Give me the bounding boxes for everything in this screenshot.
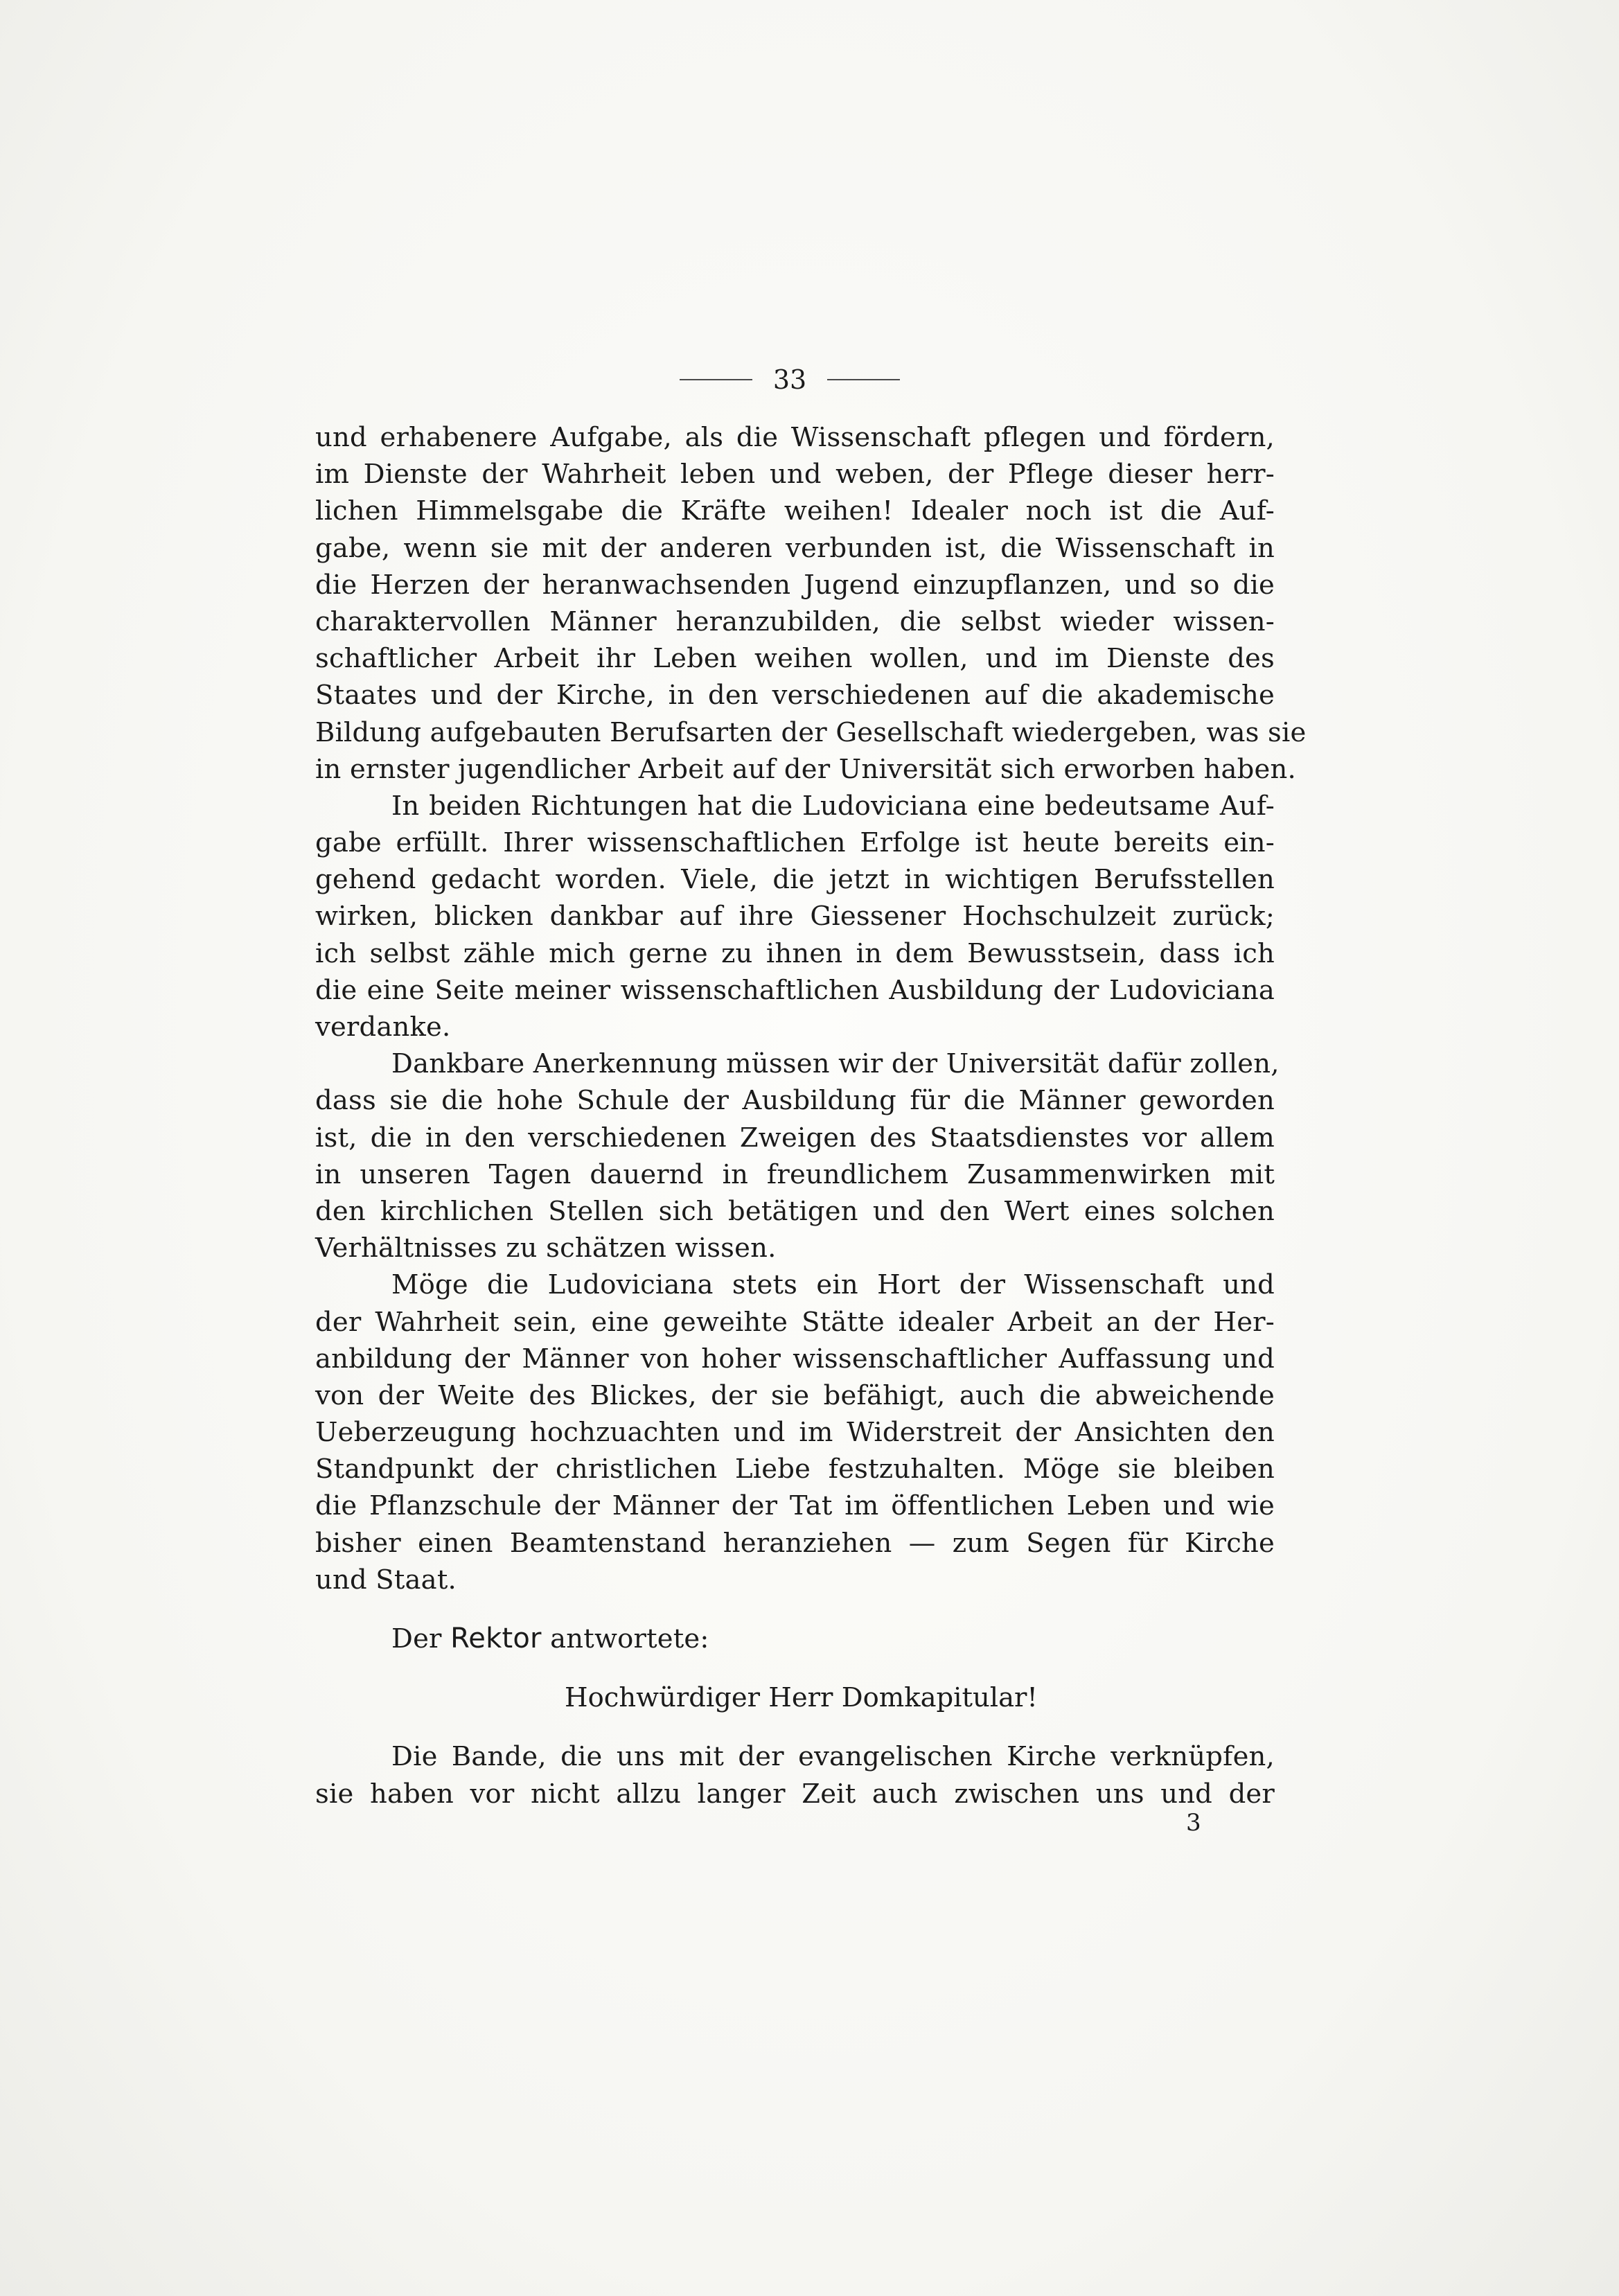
paragraph-4 xyxy=(315,1266,1275,1598)
section-gap xyxy=(315,1716,1275,1738)
text-line: gehend gedacht worden. Viele, die jetzt in wichtigen Berufsstellen xyxy=(315,864,1275,896)
text-line: im Dienste der Wahrheit leben und weben, der Pflege dieser herr- xyxy=(315,459,1275,491)
text-line: ich selbst zähle mich gerne zu ihnen in dem Bewusstsein, dass ich xyxy=(315,937,1275,969)
text-line: verdanke. xyxy=(315,1012,451,1043)
text-line: Verhältnisses zu schätzen wissen. xyxy=(315,1233,777,1264)
rektor-title: Rektor xyxy=(450,1623,542,1654)
text-line: den kirchlichen Stellen sich betätigen und den Wert eines solchen xyxy=(315,1195,1275,1227)
text-line: und erhabenere Aufgabe, als die Wissenschaft pflegen und fördern, xyxy=(315,422,1275,453)
text-line: die Herzen der heranwachsenden Jugend einzupflanzen, und so die xyxy=(315,569,1275,601)
body-text xyxy=(315,419,1307,1812)
text-line: in ernster jugendlicher Arbeit auf der Universität sich erworben haben. xyxy=(315,753,1296,785)
text-line: sie haben vor nicht allzu langer Zeit auch zwischen uns und der xyxy=(315,1778,1275,1810)
text-line: anbildung der Männer von hoher wissenschaftlicher Auffassung und xyxy=(315,1343,1275,1375)
text-line: und Staat. xyxy=(315,1564,457,1596)
page-number: 33 xyxy=(772,364,807,395)
text-line: der Wahrheit sein, eine geweihte Stätte idealer Arbeit an der Her- xyxy=(315,1306,1275,1338)
text-line: die eine Seite meiner wissenschaftlichen Ausbildung der Ludoviciana xyxy=(315,974,1275,1006)
text-line: Standpunkt der christlichen Liebe festzuhalten. Möge sie bleiben xyxy=(315,1454,1275,1485)
text-line: Die Bande, die uns mit der evangelischen Kirche verknüpfen, xyxy=(391,1741,1275,1773)
text-line: ist, die in den verschiedenen Zweigen des Staatsdienstes vor allem xyxy=(315,1122,1275,1154)
paragraph-3 xyxy=(315,1045,1280,1266)
header-dash-right xyxy=(827,379,900,380)
text-line: in unseren Tagen dauernd in freundlichem Zusammenwirken mit xyxy=(315,1158,1275,1190)
text-line: lichen Himmelsgabe die Kräfte weihen! Idealer noch ist die Auf- xyxy=(315,495,1275,527)
section-gap xyxy=(315,1598,1275,1621)
signature-mark: 3 xyxy=(1186,1809,1201,1837)
text-line: Bildung aufgebauten Berufsarten der Gesellschaft wiedergeben, was sie xyxy=(315,716,1307,748)
text-line: Ueberzeugung hochzuachten und im Widerstreit der Ansichten den xyxy=(315,1417,1275,1449)
section-gap xyxy=(315,1657,1275,1679)
text-line: die Pflanzschule der Männer der Tat im öffentlichen Leben und wie xyxy=(315,1490,1275,1522)
text-line: schaftlicher Arbeit ihr Leben weihen wollen, und im Dienste des xyxy=(315,643,1275,675)
text-line: wirken, blicken dankbar auf ihre Giessener Hochschulzeit zurück; xyxy=(315,901,1275,933)
paragraph-2 xyxy=(315,788,1275,1045)
text-line: charaktervollen Männer heranzubilden, die selbst wieder wissen- xyxy=(315,606,1275,637)
text-line: Möge die Ludoviciana stets ein Hort der Wissenschaft und xyxy=(391,1269,1275,1301)
paragraph-5 xyxy=(315,1738,1275,1812)
text-line: In beiden Richtungen hat die Ludoviciana eine bedeutsame Auf- xyxy=(391,790,1275,822)
page-header xyxy=(665,360,914,399)
salutation: Hochwürdiger Herr Domkapitular! xyxy=(565,1682,1038,1714)
rektor-intro xyxy=(315,1621,1275,1657)
header-dash-left xyxy=(680,379,752,380)
text-line: von der Weite des Blickes, der sie befähigt, auch die abweichende xyxy=(315,1379,1275,1411)
text-line: gabe, wenn sie mit der anderen verbunden ist, die Wissenschaft in xyxy=(315,532,1275,564)
text-line: dass sie die hohe Schule der Ausbildung für die Männer geworden xyxy=(315,1085,1275,1117)
rektor-intro-before: Der xyxy=(391,1623,451,1654)
text-line: Dankbare Anerkennung müssen wir der Universität dafür zollen, xyxy=(391,1048,1280,1080)
rektor-intro-after: antwortete: xyxy=(541,1623,709,1654)
text-line: Staates und der Kirche, in den verschiedenen auf die akademische xyxy=(315,680,1275,712)
text-line: bisher einen Beamtenstand heranziehen — zum Segen für Kirche xyxy=(315,1527,1275,1559)
text-line: gabe erfüllt. Ihrer wissenschaftlichen Erfolge ist heute bereits ein- xyxy=(315,827,1275,859)
paragraph-1 xyxy=(315,419,1307,788)
